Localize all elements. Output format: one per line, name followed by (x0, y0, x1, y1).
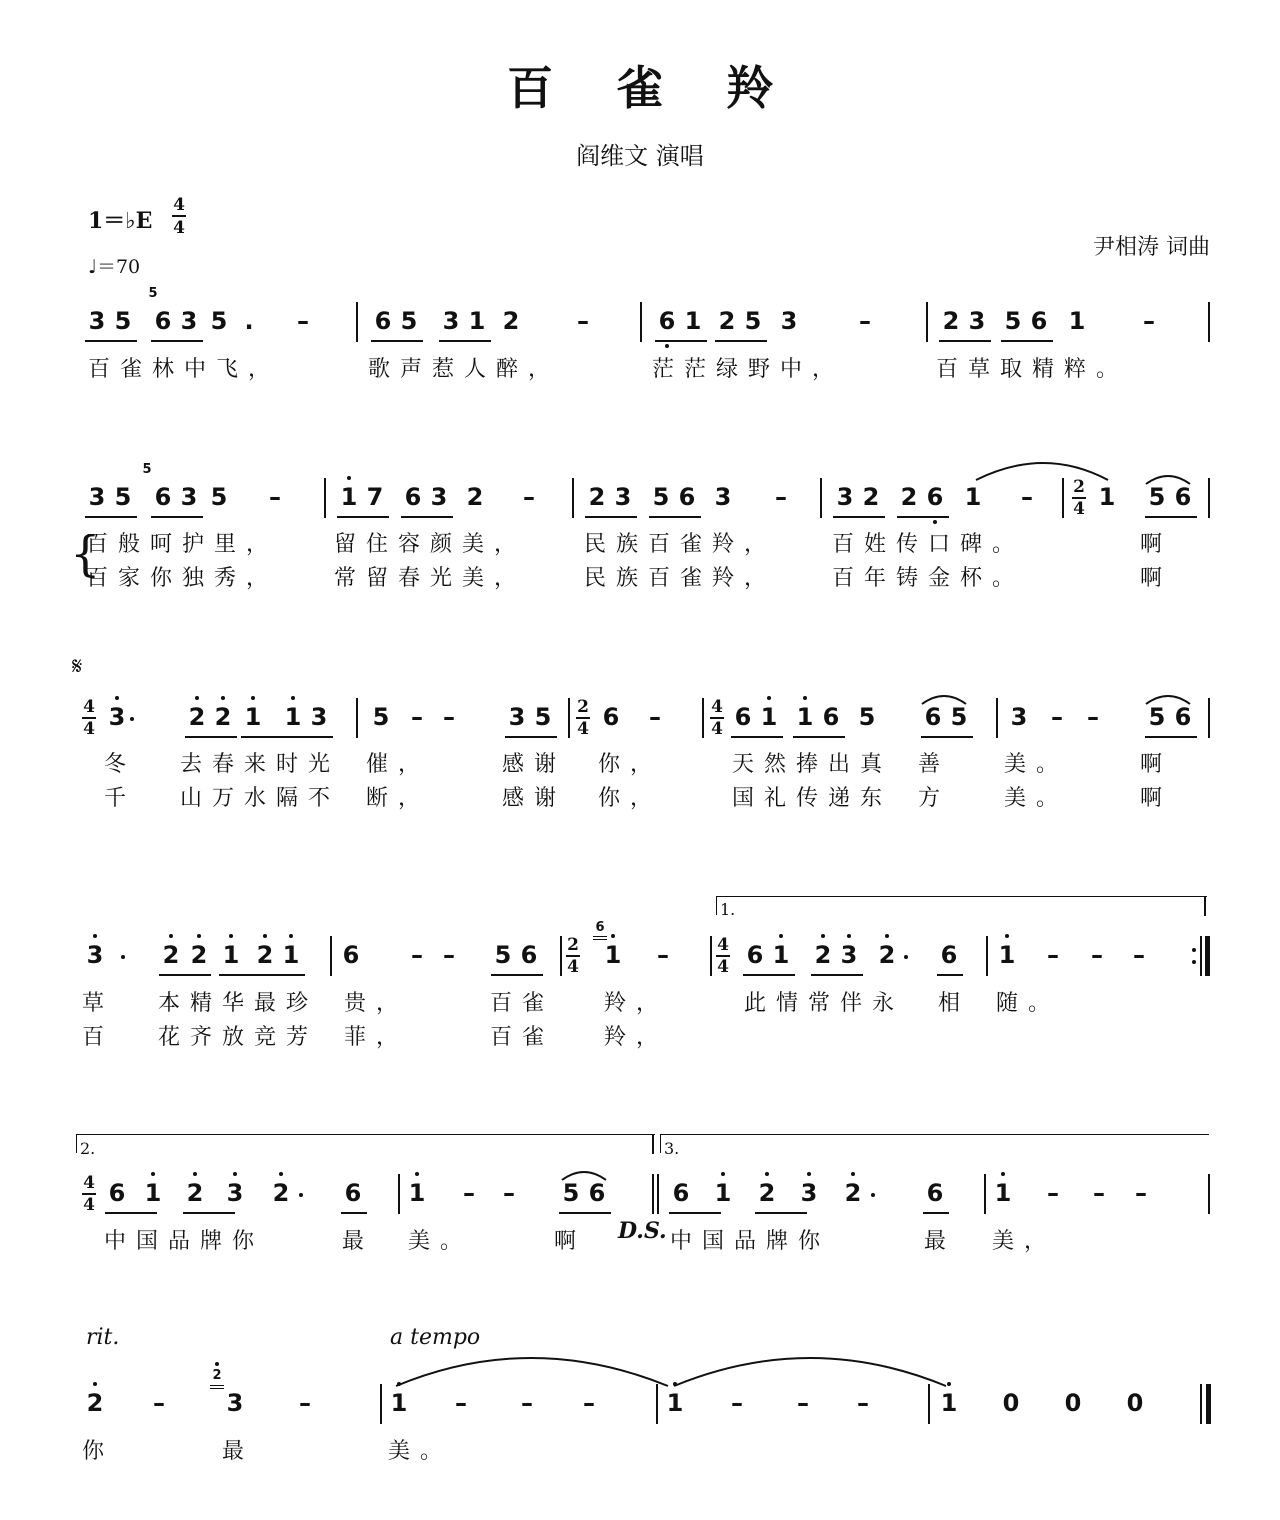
time-sig-bottom: 4 (83, 1195, 95, 1215)
lyric-2a-2: 留住容颜美， (334, 532, 527, 557)
note: 1 (796, 703, 814, 731)
dash: – (1091, 941, 1103, 969)
lyric-5-3: 美。 (408, 1229, 473, 1254)
slur-row2-56 (1146, 476, 1190, 484)
lyric-3b-1: 千 (104, 786, 137, 811)
note: 2 (466, 483, 484, 511)
dash: – (503, 1179, 515, 1207)
note: 2 (188, 703, 206, 731)
lyric-3b-2: 山万水隔不 (180, 786, 341, 811)
note: 6 (1030, 307, 1048, 335)
lyric-1-4: 百草取精粹。 (936, 357, 1129, 382)
note: 6 (678, 483, 696, 511)
dash: – (1093, 1179, 1105, 1207)
lyric-3a-7: 善 (918, 752, 951, 777)
dash: – (731, 1389, 743, 1417)
lyric-3b-5: 你， (598, 786, 663, 811)
time-sig-bottom: 4 (1073, 499, 1085, 519)
lyric-2a-5: 啊 (1140, 532, 1173, 557)
time-sig-bottom: 4 (173, 218, 185, 238)
note: 1 (684, 307, 702, 335)
note: 1 (964, 483, 982, 511)
dash: – (657, 941, 669, 969)
note: 3 (1010, 703, 1028, 731)
note: 3 (714, 483, 732, 511)
dash: – (455, 1389, 467, 1417)
note: 5 (858, 703, 876, 731)
note: 6 (108, 1179, 126, 1207)
note: 5 (744, 307, 762, 335)
dash: – (521, 1389, 533, 1417)
lyric-3b-3: 断， (366, 786, 431, 811)
note: 6 (926, 1179, 944, 1207)
note: 3 (310, 703, 328, 731)
lyric-1-2: 歌声惹人醉， (368, 357, 561, 382)
lyric-4a-7: 相 (938, 991, 971, 1016)
dash: – (463, 1179, 475, 1207)
note: 1 (340, 483, 358, 511)
time-sig-bottom: 4 (567, 957, 579, 977)
volta-3-label: 3. (664, 1139, 680, 1158)
note: 3 (968, 307, 986, 335)
note: 5 (652, 483, 670, 511)
lyric-4a-1: 草 (82, 991, 115, 1016)
lyric-5-2: 最 (342, 1229, 375, 1254)
dash: – (857, 1389, 869, 1417)
note: 3 (430, 483, 448, 511)
note: 3 (840, 941, 858, 969)
note: 5 (114, 307, 132, 335)
note: 2 (86, 1389, 104, 1417)
time-sig-top: 4 (717, 935, 729, 955)
lyric-3b-9: 啊 (1140, 786, 1173, 811)
dash: – (797, 1389, 809, 1417)
note: 3 (800, 1179, 818, 1207)
note: 6 (672, 1179, 690, 1207)
volta-2-label: 2. (80, 1139, 96, 1158)
note: 3 (442, 307, 460, 335)
lyric-5-7: 美， (992, 1229, 1057, 1254)
composer: 尹相涛 词曲 (1093, 235, 1210, 260)
tie-row6-b (674, 1358, 946, 1386)
segno-sign: 𝄋 (72, 652, 83, 680)
note: 6 (1174, 483, 1192, 511)
time-sig-top: 4 (83, 1173, 95, 1193)
note: 6 (940, 941, 958, 969)
time-sig-top: 4 (83, 697, 95, 717)
lyric-3b-4: 感谢 (502, 786, 567, 811)
lyric-4a-4: 百雀 (490, 991, 555, 1016)
note: 2 (862, 483, 880, 511)
lyric-3a-5: 你， (598, 752, 663, 777)
note: 3 (88, 307, 106, 335)
lyric-4b-1: 百 (82, 1025, 115, 1050)
note: 6 (822, 703, 840, 731)
time-sig-top: 4 (711, 697, 723, 717)
note: 5 (1148, 703, 1166, 731)
lyric-6-1: 你 (82, 1439, 115, 1464)
time-sig-top: 2 (567, 935, 579, 955)
note: 3 (86, 941, 104, 969)
dash: – (583, 1389, 595, 1417)
lyric-4b-5: 羚， (604, 1025, 669, 1050)
note: 5 (1148, 483, 1166, 511)
note: 1 (1098, 483, 1116, 511)
note: 6 (746, 941, 764, 969)
grace-note: 5 (148, 286, 158, 301)
tie-row2-long (976, 463, 1108, 480)
note: 3 (614, 483, 632, 511)
lyric-3a-6: 天然捧出真 (732, 752, 893, 777)
note: 5 (400, 307, 418, 335)
verse-brace: { (70, 526, 101, 582)
note: 1 (390, 1389, 408, 1417)
dash: – (1047, 941, 1059, 969)
note: 6 (520, 941, 538, 969)
lyric-3b-7: 方 (918, 786, 951, 811)
lyric-4a-5: 羚， (604, 991, 669, 1016)
lyric-4a-2: 本精华最珍 (158, 991, 319, 1016)
grace-note: 2 (212, 1368, 222, 1383)
note: 6 (154, 483, 172, 511)
note: 1 (714, 1179, 732, 1207)
note: 2 (256, 941, 274, 969)
note: 2 (878, 941, 896, 969)
dash: – (1133, 941, 1145, 969)
ds-marking: D.S. (618, 1218, 667, 1244)
lyric-3a-2: 去春来时光 (180, 752, 341, 777)
note: 2 (900, 483, 918, 511)
dash: – (1143, 307, 1155, 335)
grace-note: 6 (595, 920, 605, 935)
note: 3 (508, 703, 526, 731)
note: 2 (758, 1179, 776, 1207)
slur-row3-65 (922, 696, 966, 704)
a-tempo-marking: a tempo (390, 1325, 481, 1350)
note: 2 (942, 307, 960, 335)
note: 5 (950, 703, 968, 731)
song-title: 百雀羚 (507, 61, 837, 115)
grace-note: 5 (142, 462, 152, 477)
lyric-2b-3: 民族百雀羚， (584, 566, 777, 591)
time-sig-bottom: 4 (83, 719, 95, 739)
lyric-3a-1: 冬 (104, 752, 137, 777)
note: 2 (190, 941, 208, 969)
lyric-3b-8: 美。 (1004, 786, 1069, 811)
note: 1 (998, 941, 1016, 969)
note: 6 (926, 483, 944, 511)
tie-row6-a (396, 1358, 668, 1386)
note: 3 (226, 1389, 244, 1417)
note: 1 (604, 941, 622, 969)
note: 3 (88, 483, 106, 511)
volta-1-label: 1. (720, 900, 736, 919)
dash: – (297, 307, 309, 335)
note: 1 (666, 1389, 684, 1417)
dash: – (153, 1389, 165, 1417)
note: 6 (588, 1179, 606, 1207)
dash: – (1051, 703, 1063, 731)
dash: – (411, 703, 423, 731)
lyric-4b-3: 菲， (344, 1025, 409, 1050)
note: 3 (108, 703, 126, 731)
note: 1 (408, 1179, 426, 1207)
note: 2 (502, 307, 520, 335)
lyric-1-3: 茫茫绿野中， (652, 357, 845, 382)
note: 3 (180, 307, 198, 335)
note: 6 (1174, 703, 1192, 731)
note: 2 (186, 1179, 204, 1207)
lyric-2b-2: 常留春光美， (334, 566, 527, 591)
note: . (244, 307, 254, 335)
note: 3 (226, 1179, 244, 1207)
note: 2 (214, 703, 232, 731)
dash: – (443, 941, 455, 969)
note: 5 (210, 307, 228, 335)
lyric-3a-9: 啊 (1140, 752, 1173, 777)
note: 7 (366, 483, 384, 511)
time-sig-top: 2 (1073, 477, 1085, 497)
note: 1 (468, 307, 486, 335)
note: 6 (658, 307, 676, 335)
note: 3 (780, 307, 798, 335)
slur-row5-56 (562, 1172, 606, 1180)
note: 6 (154, 307, 172, 335)
note: 3 (180, 483, 198, 511)
note: 2 (272, 1179, 290, 1207)
lyric-2a-1: 百般呵护里， (86, 532, 279, 557)
note: 5 (1004, 307, 1022, 335)
lyric-5-4: 啊 (554, 1229, 587, 1254)
lyric-2a-4: 百姓传口碑。 (832, 532, 1025, 557)
lyric-2b-4: 百年铸金杯。 (832, 566, 1025, 591)
note: 6 (344, 1179, 362, 1207)
note: 5 (534, 703, 552, 731)
lyric-4a-3: 贵， (344, 991, 409, 1016)
note: 5 (372, 703, 390, 731)
dash: – (269, 483, 281, 511)
lyric-3a-3: 催， (366, 752, 431, 777)
note: 5 (210, 483, 228, 511)
note: 6 (602, 703, 620, 731)
dash: – (443, 703, 455, 731)
note: 2 (718, 307, 736, 335)
dash: – (649, 703, 661, 731)
performer: 阎维文 演唱 (576, 142, 704, 170)
lyric-4b-2: 花齐放竞芳 (158, 1025, 319, 1050)
lyric-5-1: 中国品牌你 (104, 1229, 265, 1254)
note: 1 (244, 703, 262, 731)
note: 0 (1126, 1389, 1144, 1417)
note: 0 (1002, 1389, 1020, 1417)
key-text: 1＝♭E (88, 208, 153, 234)
note: 1 (760, 703, 778, 731)
dash: – (523, 483, 535, 511)
dash: – (1087, 703, 1099, 731)
time-sig-top: 2 (577, 697, 589, 717)
note: 6 (404, 483, 422, 511)
dash: – (299, 1389, 311, 1417)
lyric-2b-1: 百家你独秀， (86, 566, 279, 591)
dash: – (775, 483, 787, 511)
rit-marking: rit. (86, 1325, 120, 1350)
lyric-3a-4: 感谢 (502, 752, 567, 777)
lyric-6-3: 美。 (388, 1439, 453, 1464)
note: 5 (114, 483, 132, 511)
lyric-4a-6: 此情常伴永 (744, 991, 905, 1016)
note: 6 (374, 307, 392, 335)
note: 2 (814, 941, 832, 969)
dash: – (1047, 1179, 1059, 1207)
note: 1 (940, 1389, 958, 1417)
time-sig-bottom: 4 (711, 719, 723, 739)
lyric-4b-4: 百雀 (490, 1025, 555, 1050)
note: 1 (144, 1179, 162, 1207)
note: 6 (342, 941, 360, 969)
dash: – (577, 307, 589, 335)
note: 1 (222, 941, 240, 969)
note: 2 (844, 1179, 862, 1207)
time-sig-top: 4 (173, 195, 185, 215)
note: 2 (162, 941, 180, 969)
note: 1 (994, 1179, 1012, 1207)
lyric-4a-8: 随。 (996, 991, 1061, 1016)
lyric-3b-6: 国礼传递东 (732, 786, 893, 811)
note: 6 (924, 703, 942, 731)
lyric-5-5: 中国品牌你 (670, 1229, 831, 1254)
lyric-6-2: 最 (222, 1439, 255, 1464)
note: 0 (1064, 1389, 1082, 1417)
dash: – (1135, 1179, 1147, 1207)
note: 1 (284, 703, 302, 731)
lyric-2a-3: 民族百雀羚， (584, 532, 777, 557)
time-sig-bottom: 4 (717, 957, 729, 977)
time-sig-bottom: 4 (577, 719, 589, 739)
note: 5 (494, 941, 512, 969)
note: 6 (734, 703, 752, 731)
slur-row3-56 (1146, 696, 1190, 704)
note: 3 (836, 483, 854, 511)
dash: – (411, 941, 423, 969)
lyric-5-6: 最 (924, 1229, 957, 1254)
dash: – (859, 307, 871, 335)
lyric-2b-5: 啊 (1140, 566, 1173, 591)
tempo-marking: ♩＝70 (88, 256, 141, 278)
note: 1 (1068, 307, 1086, 335)
lyric-3a-8: 美。 (1004, 752, 1069, 777)
note: 1 (282, 941, 300, 969)
lyric-1-1: 百雀林中飞， (88, 357, 281, 382)
note: 5 (562, 1179, 580, 1207)
note: 2 (588, 483, 606, 511)
dash: – (1021, 483, 1033, 511)
note: 1 (772, 941, 790, 969)
